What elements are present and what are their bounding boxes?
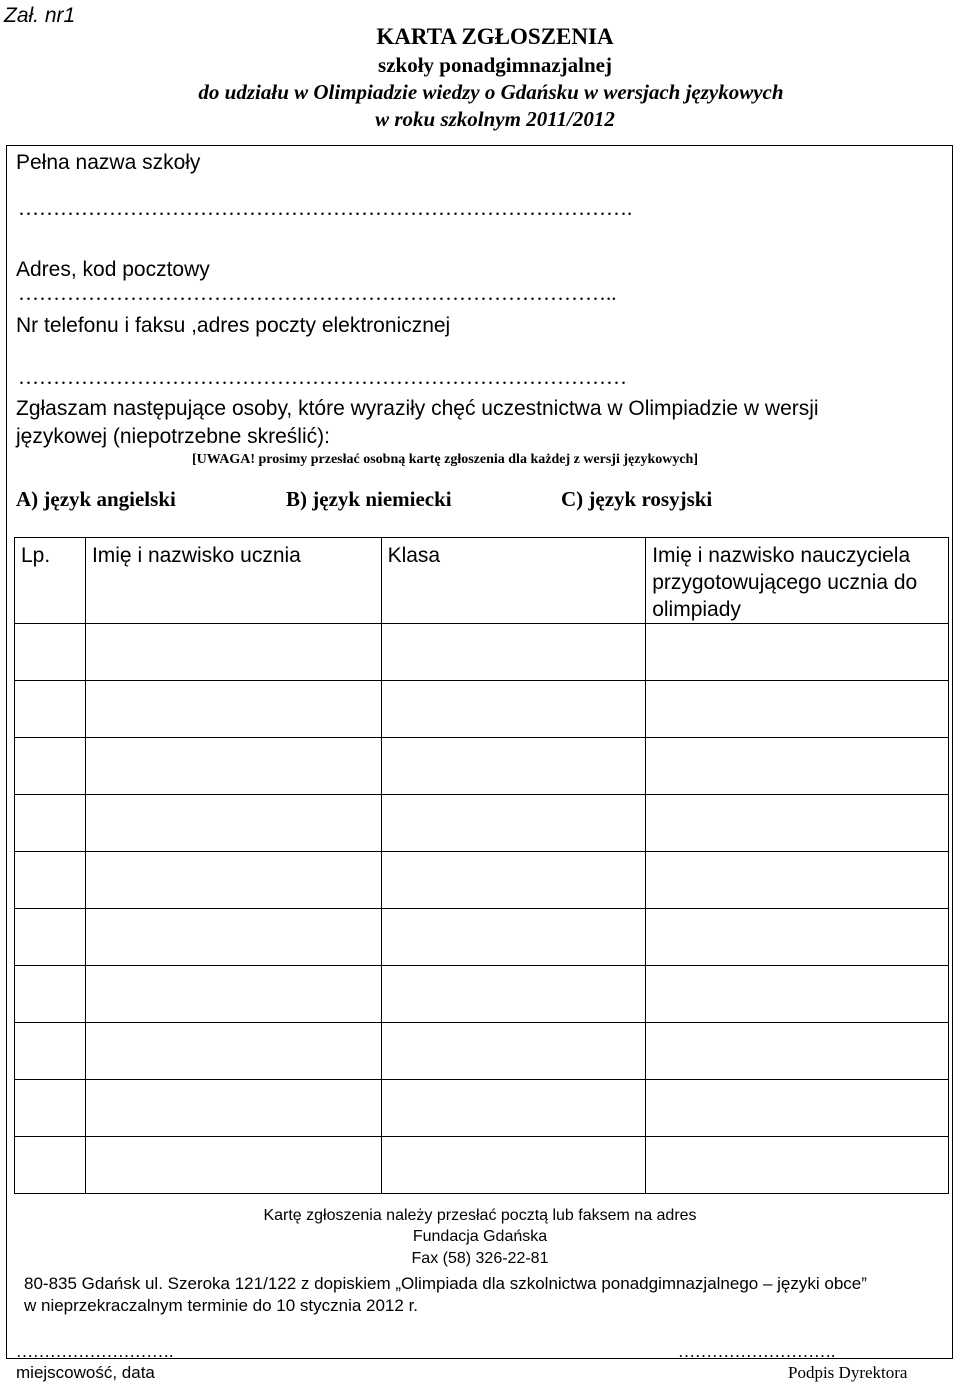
cell-student[interactable] bbox=[85, 681, 381, 738]
cell-student[interactable] bbox=[85, 1137, 381, 1194]
postal-address: 80-835 Gdańsk ul. Szeroka 121/122 z dopiskiem „Olimpiada dla szkolnictwa ponadgimnazjalnego – języki obce” bbox=[24, 1274, 867, 1293]
cell-teacher[interactable] bbox=[646, 681, 949, 738]
cell-student[interactable] bbox=[85, 795, 381, 852]
cell-lp[interactable] bbox=[15, 852, 86, 909]
cell-class[interactable] bbox=[381, 624, 646, 681]
annex-label: Zał. nr1 bbox=[4, 4, 76, 27]
table-row bbox=[15, 852, 949, 909]
cell-class[interactable] bbox=[381, 1023, 646, 1080]
form-purpose: do udziału w Olimpiadzie wiedzy o Gdańsku w wersjach językowych bbox=[198, 80, 784, 104]
cell-teacher[interactable] bbox=[646, 1080, 949, 1137]
header-teacher-name bbox=[646, 538, 949, 624]
cell-lp[interactable] bbox=[15, 738, 86, 795]
form-subtitle: szkoły ponadgimnazjalnej bbox=[378, 53, 612, 77]
cell-lp[interactable] bbox=[15, 681, 86, 738]
header-class: Klasa bbox=[381, 538, 646, 624]
cell-class[interactable] bbox=[381, 681, 646, 738]
cell-student[interactable] bbox=[85, 852, 381, 909]
cell-student[interactable] bbox=[85, 909, 381, 966]
header-student-name: Imię i nazwisko ucznia bbox=[85, 538, 381, 624]
deadline: w nieprzekraczalnym terminie do 10 stycznia 2012 r. bbox=[24, 1296, 419, 1315]
header-lp: Lp. bbox=[15, 538, 86, 624]
cell-class[interactable] bbox=[381, 1137, 646, 1194]
cell-teacher[interactable] bbox=[646, 909, 949, 966]
cell-class[interactable] bbox=[381, 1080, 646, 1137]
table-row bbox=[15, 738, 949, 795]
cell-class[interactable] bbox=[381, 738, 646, 795]
table-row bbox=[15, 795, 949, 852]
language-option-russian[interactable]: C) język rosyjski bbox=[561, 487, 713, 511]
cell-teacher[interactable] bbox=[646, 795, 949, 852]
cell-class[interactable] bbox=[381, 795, 646, 852]
contact-field[interactable]: …………………………………………………………………………… bbox=[18, 365, 627, 389]
table-row bbox=[15, 909, 949, 966]
cell-student[interactable] bbox=[85, 1080, 381, 1137]
school-name-label: Pełna nazwa szkoły bbox=[16, 151, 201, 174]
cell-lp[interactable] bbox=[15, 1137, 86, 1194]
cell-teacher[interactable] bbox=[646, 738, 949, 795]
declaration-line-1: Zgłaszam następujące osoby, które wyraziły chęć uczestnictwa w Olimpiadzie w wersji bbox=[16, 397, 819, 420]
participants-table bbox=[14, 537, 949, 1194]
cell-teacher[interactable] bbox=[646, 1023, 949, 1080]
cell-teacher[interactable] bbox=[646, 852, 949, 909]
cell-student[interactable] bbox=[85, 624, 381, 681]
form-title: KARTA ZGŁOSZENIA bbox=[376, 24, 614, 49]
cell-lp[interactable] bbox=[15, 795, 86, 852]
warning-note: [UWAGA! prosimy przesłać osobną kartę zgłoszenia dla każdej z wersji językowych] bbox=[192, 452, 699, 467]
cell-lp[interactable] bbox=[15, 909, 86, 966]
table-row bbox=[15, 1080, 949, 1137]
language-option-english[interactable]: A) język angielski bbox=[16, 487, 176, 511]
cell-teacher[interactable] bbox=[646, 1137, 949, 1194]
address-field[interactable]: ………………………………………………………………………….. bbox=[18, 281, 617, 305]
school-year: w roku szkolnym 2011/2012 bbox=[375, 107, 615, 131]
language-option-german[interactable]: B) język niemiecki bbox=[286, 487, 452, 511]
school-name-field[interactable]: ……………………………………………………………………………. bbox=[18, 196, 633, 220]
cell-class[interactable] bbox=[381, 909, 646, 966]
cell-lp[interactable] bbox=[15, 624, 86, 681]
signature-label: Podpis Dyrektora bbox=[788, 1363, 908, 1382]
table-row bbox=[15, 966, 949, 1023]
address-label: Adres, kod pocztowy bbox=[16, 258, 210, 281]
signature-field[interactable]: ………………………. bbox=[678, 1342, 836, 1361]
recipient-name: Fundacja Gdańska bbox=[412, 1228, 548, 1245]
cell-lp[interactable] bbox=[15, 966, 86, 1023]
declaration-line-2: językowej (niepotrzebne skreślić): bbox=[16, 425, 330, 448]
contact-label: Nr telefonu i faksu ,adres poczty elektronicznej bbox=[16, 314, 451, 337]
header-teacher-line-2: przygotowującego ucznia do bbox=[652, 571, 918, 594]
table-header-row bbox=[15, 538, 949, 624]
cell-student[interactable] bbox=[85, 1023, 381, 1080]
cell-lp[interactable] bbox=[15, 1080, 86, 1137]
cell-class[interactable] bbox=[381, 852, 646, 909]
table-row bbox=[15, 1137, 949, 1194]
cell-teacher[interactable] bbox=[646, 624, 949, 681]
cell-student[interactable] bbox=[85, 966, 381, 1023]
place-date-label: miejscowość, data bbox=[16, 1363, 155, 1382]
cell-student[interactable] bbox=[85, 738, 381, 795]
cell-lp[interactable] bbox=[15, 1023, 86, 1080]
header-teacher-line-1: Imię i nazwisko nauczyciela bbox=[652, 544, 911, 567]
cell-class[interactable] bbox=[381, 966, 646, 1023]
table-row bbox=[15, 624, 949, 681]
fax-number: Fax (58) 326-22-81 bbox=[411, 1250, 549, 1267]
table-row bbox=[15, 1023, 949, 1080]
header-teacher-line-3: olimpiady bbox=[652, 598, 741, 621]
send-instructions: Kartę zgłoszenia należy przesłać pocztą lub faksem na adres bbox=[263, 1207, 697, 1224]
place-date-field[interactable]: ………………………. bbox=[16, 1342, 174, 1361]
cell-teacher[interactable] bbox=[646, 966, 949, 1023]
table-row bbox=[15, 681, 949, 738]
